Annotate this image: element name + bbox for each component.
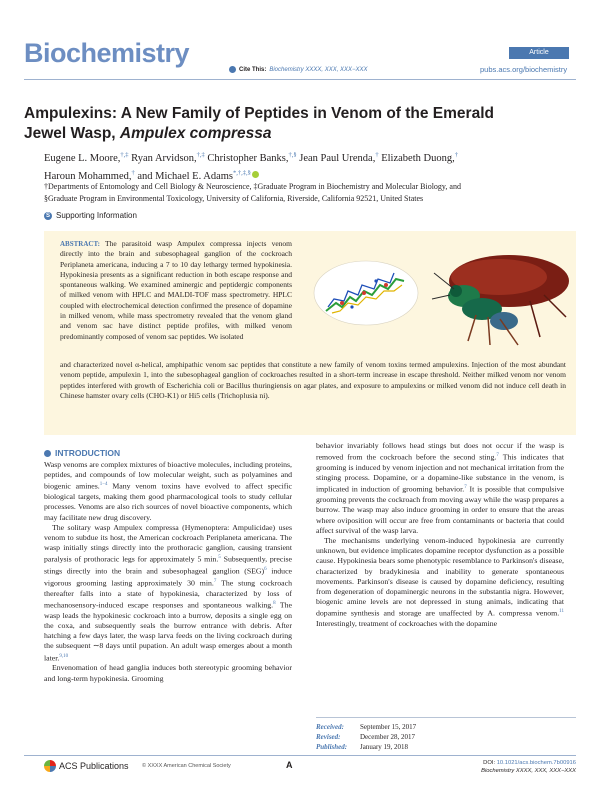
paragraph: Envenomation of head ganglia induces both stereotypic grooming behavior and long-term hypokinesia. Grooming: [44, 663, 292, 683]
citation-ref[interactable]: 11: [559, 609, 564, 615]
cite-icon: [229, 66, 236, 73]
title-species: Ampulex compressa: [119, 125, 272, 142]
paragraph: The mechanisms underlying venom-induced hypokinesia are currently unknown, but evidence implicates dopamine receptor dysfunction as a possible cause. Hypokinesia bears some phenotypic resemblance to Parkinson's disease, characterized by bradykinesia and inability to generate spontaneous movements. Parkinson's disease is caused by dopamine deficiency, resulting from degeneration of dopaminergic neurons in the substantia nigra. However, biogenic amine levels are not depressed in stung animals, indicating that dopamine synthesis and storage are unaffected by A. compressa venom.$^{11}$ Interestingly, treatment of cockroaches with the dopamine: [316, 536, 564, 629]
footer-citation: Biochemistry XXXX, XXX, XXX−XXX: [481, 768, 576, 774]
publication-dates: [316, 722, 416, 752]
journal-url-link[interactable]: pubs.acs.org/biochemistry: [480, 65, 568, 74]
header-divider: [24, 79, 576, 80]
affiliation-line: §Graduate Program in Environmental Toxicology, University of California, Riverside, California 92521, United States: [44, 193, 424, 203]
doi-block: DOI: 10.1021/acs.biochem.7b00916 Biochemistry XXXX, XXX, XXX−XXX: [430, 759, 576, 775]
author[interactable]: and Michael E. Adams*,†,‡,§: [137, 171, 259, 182]
orcid-icon[interactable]: [252, 171, 259, 178]
paragraph: behavior invariably follows head stings but does not occur if the wasp is removed from the cockroach before the second sting.$^7$ This indicates that grooming is induced by venom injection and not mechanical irritation from the stinging process. Dopamine, or a dopamine-like substance in the venom, is implicated in induction of grooming behavior.$^7$ It is possible that compulsive grooming prevents the cockroach from moving away while the wasp prepares a burrow. The wasp may also induce grooming in order to ensure that the areas where oviposition will occur are free from contaminants or bacteria that could affect survival of the wasp larva.: [316, 441, 564, 535]
date-received: Received: September 15, 2017: [316, 723, 417, 731]
footer-divider: [24, 755, 576, 756]
citation-ref[interactable]: 7: [464, 485, 467, 491]
date-revised: Revised: December 28, 2017: [316, 733, 416, 741]
cite-reference[interactable]: Biochemistry XXXX, XXX, XXX−XXX: [269, 66, 368, 73]
citation-ref[interactable]: 7: [496, 453, 499, 459]
acs-logo-icon: [44, 760, 56, 772]
article-title: [24, 104, 576, 144]
cite-this[interactable]: [229, 66, 368, 73]
author[interactable]: Jean Paul Urenda,†: [299, 151, 379, 164]
affiliation-line: †Departments of Entomology and Cell Biology & Neuroscience, ‡Graduate Program in Biochemistry and Molecular Biology, and: [44, 182, 461, 191]
citation-ref[interactable]: 7: [213, 579, 217, 585]
section-bullet-icon: [44, 450, 51, 457]
doi-link[interactable]: 10.1021/acs.biochem.7b00916: [496, 760, 576, 766]
journal-logo[interactable]: Biochemistry: [24, 38, 190, 68]
citation-ref[interactable]: 1−4: [99, 482, 108, 488]
toc-graphic: [304, 241, 572, 354]
section-heading-text: INTRODUCTION: [55, 448, 121, 458]
affiliations: [44, 181, 564, 204]
article-type-badge: Article: [509, 47, 569, 59]
copyright: © XXXX American Chemical Society: [142, 763, 231, 769]
abstract-body-1: The parasitoid wasp Ampulex compressa injects venom directly into the brain and subesophageal ganglion of the cockroach Periplaneta americana, inducing a 7 to 10 day lethargy termed hypokinesia. Hypokinesia presents as a significant reduction in both escape response and spontaneous walking. We examined aminergic and peptidergic components of milked venom with HPLC and MALDI-TOF mass spectrometry. HPLC coupled with electrochemical detection confirmed the presence of dopamine in milked venom, while mass spectrometry revealed that the venom gland and venom sac have distinct peptide profiles, with milked venom predominantly composed of venom sac peptides. We isolated: [60, 239, 293, 341]
section-heading-introduction: [44, 448, 120, 458]
supporting-info[interactable]: [44, 211, 137, 220]
publisher-name: ACS Publications: [59, 761, 129, 771]
author-list: [44, 148, 564, 184]
body-column-left: [44, 460, 292, 684]
abstract-text-top: [60, 239, 292, 342]
supporting-info-icon: S: [45, 212, 50, 219]
publisher-logo[interactable]: [44, 760, 129, 772]
page-number: A: [286, 760, 293, 770]
cite-label: Cite This:: [239, 66, 267, 73]
citation-ref[interactable]: 6: [264, 567, 267, 573]
dates-divider: [316, 717, 576, 718]
author[interactable]: Haroun Mohammed,†: [44, 169, 135, 182]
title-line-1: Ampulexins: A New Family of Peptides in Venom of the Emerald: [24, 105, 494, 122]
supporting-info-link[interactable]: Supporting Information: [56, 211, 137, 220]
abstract-body-2: and characterized novel α-helical, amphipathic venom sac peptides that constitute a new family of venom toxins termed ampulexins. Injection of the most abundant venom peptide, ampulexin 1, into the subesophageal ganglion of cockroaches resulted in a short-term increase in escape threshold. Neither milked venom nor venom peptides interfered with growth of Escherichia coli or Bacillus thuringiensis on agar plates, and exposure to ampulexins or milked venom did not induce cell death in Chinese hamster ovary cells (CHO-K1) or Hi5 cells (Trichoplusia ni).: [60, 360, 566, 400]
citation-ref[interactable]: 9,10: [59, 653, 69, 659]
abstract-label: ABSTRACT:: [60, 240, 100, 248]
citation-ref[interactable]: 8: [273, 601, 276, 607]
author[interactable]: Christopher Banks,†,§: [207, 151, 297, 164]
author[interactable]: Ryan Arvidson,†,‡: [131, 151, 205, 164]
citation-ref[interactable]: 5: [218, 555, 221, 561]
body-column-right: [316, 441, 564, 629]
author[interactable]: Elizabeth Duong,†: [381, 151, 458, 164]
paragraph: The solitary wasp Ampulex compressa (Hymenoptera: Ampulicidae) uses venom to subdue its host, the American cockroach Periplaneta americana. The wasp initially stings directly into the prothoracic ganglion, causing transient paralysis of prothoracic legs for approximately 5 min.$^5$ Subsequently, precise stings directly into the brain and subesophageal ganglion (SEG)$^6$ induce vigorous grooming lasting approximately 30 min.$^7$ The stung cockroach thereafter falls into a state of hypokinesia, characterized by loss of mechanosensory-induced escape responses and spontaneous walking.$^8$ The wasp leads the hypokinesic cockroach into a burrow, deposits a single egg on the coxa, and subsequently seals the burrow entrance with debris. After hatching a few days later, the wasp larva feeds on the living cockroach during the subsequent ∼8 days until pupation. An adult wasp emerges about a month later.$^{9,10}$: [44, 522, 293, 663]
paragraph: Wasp venoms are complex mixtures of bioactive molecules, including proteins, peptides, and compounds of low molecular weight, such as polyamines and biogenic amines.$^{1-4}$ Many venom toxins have evolved to affect specific biological targets, making them good pharmacological tools to study cellular processes. Venoms are also rich sources of novel bioactive components, which may facilitate new drug discovery.: [44, 460, 292, 522]
author[interactable]: Eugene L. Moore,†,‡: [44, 151, 129, 164]
date-published: Published: January 19, 2018: [316, 743, 409, 751]
title-line-2: Jewel Wasp,: [24, 125, 120, 142]
